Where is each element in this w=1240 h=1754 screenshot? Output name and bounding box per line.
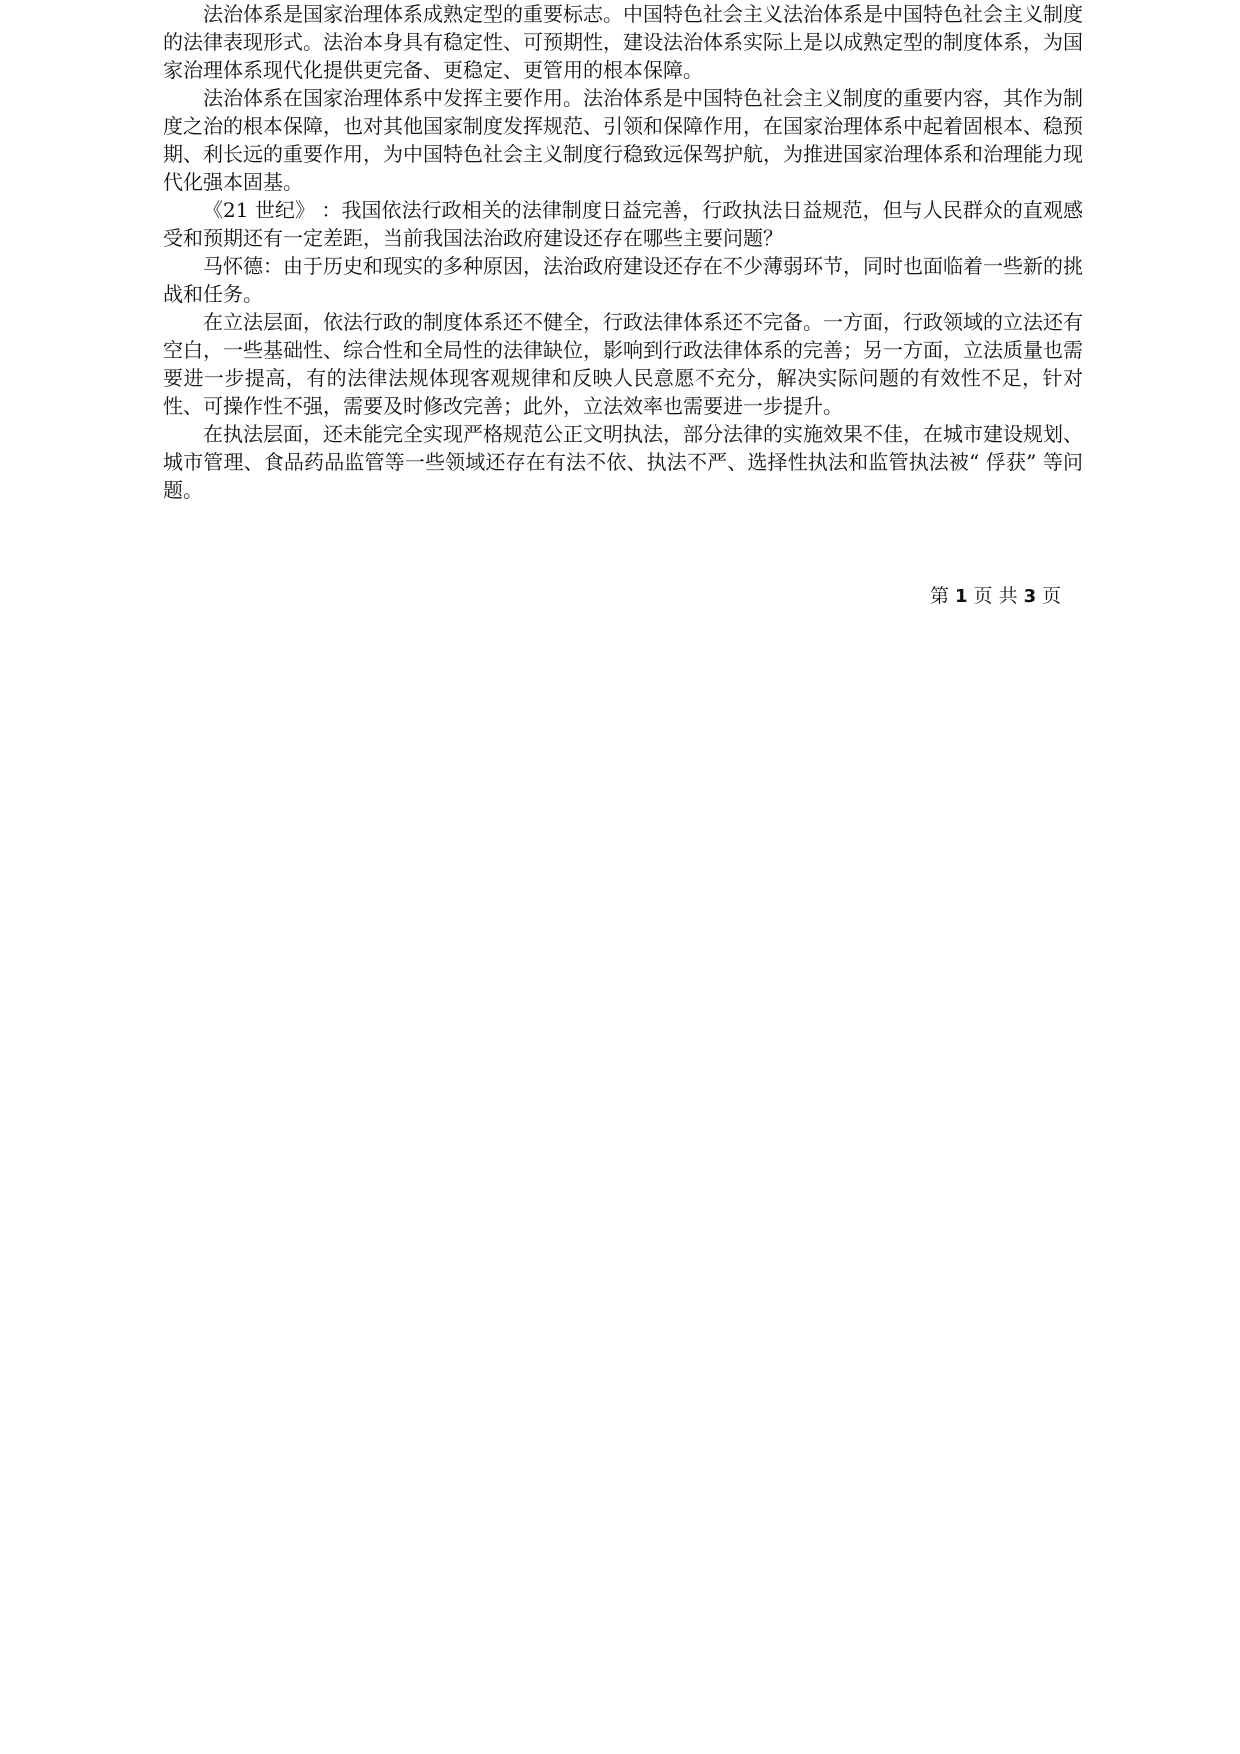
footer-prefix: 第: [930, 585, 950, 607]
total-pages-number: 3: [1023, 586, 1037, 607]
footer-suffix: 页: [1042, 585, 1062, 607]
footer-middle: 页 共: [973, 585, 1018, 607]
document-body: [163, 0, 1083, 504]
paragraph-3: 《21 世纪》 ：我国依法行政相关的法律制度日益完善，行政执法日益规范，但与人民群众的直观感受和预期还有一定差距，当前我国法治政府建设还存在哪些主要问题？: [163, 198, 1083, 250]
paragraph-5: 在立法层面，依法行政的制度体系还不健全，行政法律体系还不完备。一方面，行政领域的立法还有空白，一些基础性、综合性和全局性的法律缺位，影响到行政法律体系的完善；另一方面，立法质量也需要进一步提高，有的法律法规体现客观规律和反映人民意愿不充分，解决实际问题的有效性不足，针对性、可操作性不强，需要及时修改完善；此外，立法效率也需要进一步提升。: [163, 310, 1083, 418]
page-footer: [930, 583, 1070, 610]
paragraph-4: 马怀德：由于历史和现实的多种原因，法治政府建设还存在不少薄弱环节，同时也面临着一些新的挑战和任务。: [163, 254, 1083, 306]
paragraph-2: 法治体系在国家治理体系中发挥主要作用。法治体系是中国特色社会主义制度的重要内容，其作为制度之治的根本保障，也对其他国家制度发挥规范、引领和保障作用，在国家治理体系中起着固根本、稳预期、利长远的重要作用，为中国特色社会主义制度行稳致远保驾护航，为推进国家治理体系和治理能力现代化强本固基。: [163, 86, 1083, 194]
paragraph-1: 法治体系是国家治理体系成熟定型的重要标志。中国特色社会主义法治体系是中国特色社会主义制度的法律表现形式。法治本身具有稳定性、可预期性，建设法治体系实际上是以成熟定型的制度体系，为国家治理体系现代化提供更完备、更稳定、更管用的根本保障。: [163, 2, 1083, 82]
current-page-number: 1: [955, 586, 968, 607]
paragraph-6: 在执法层面，还未能完全实现严格规范公正文明执法，部分法律的实施效果不佳，在城市建设规划、城市管理、食品药品监管等一些领域还存在有法不依、执法不严、选择性执法和监管执法被“ 俘获” 等问题。: [163, 422, 1083, 502]
